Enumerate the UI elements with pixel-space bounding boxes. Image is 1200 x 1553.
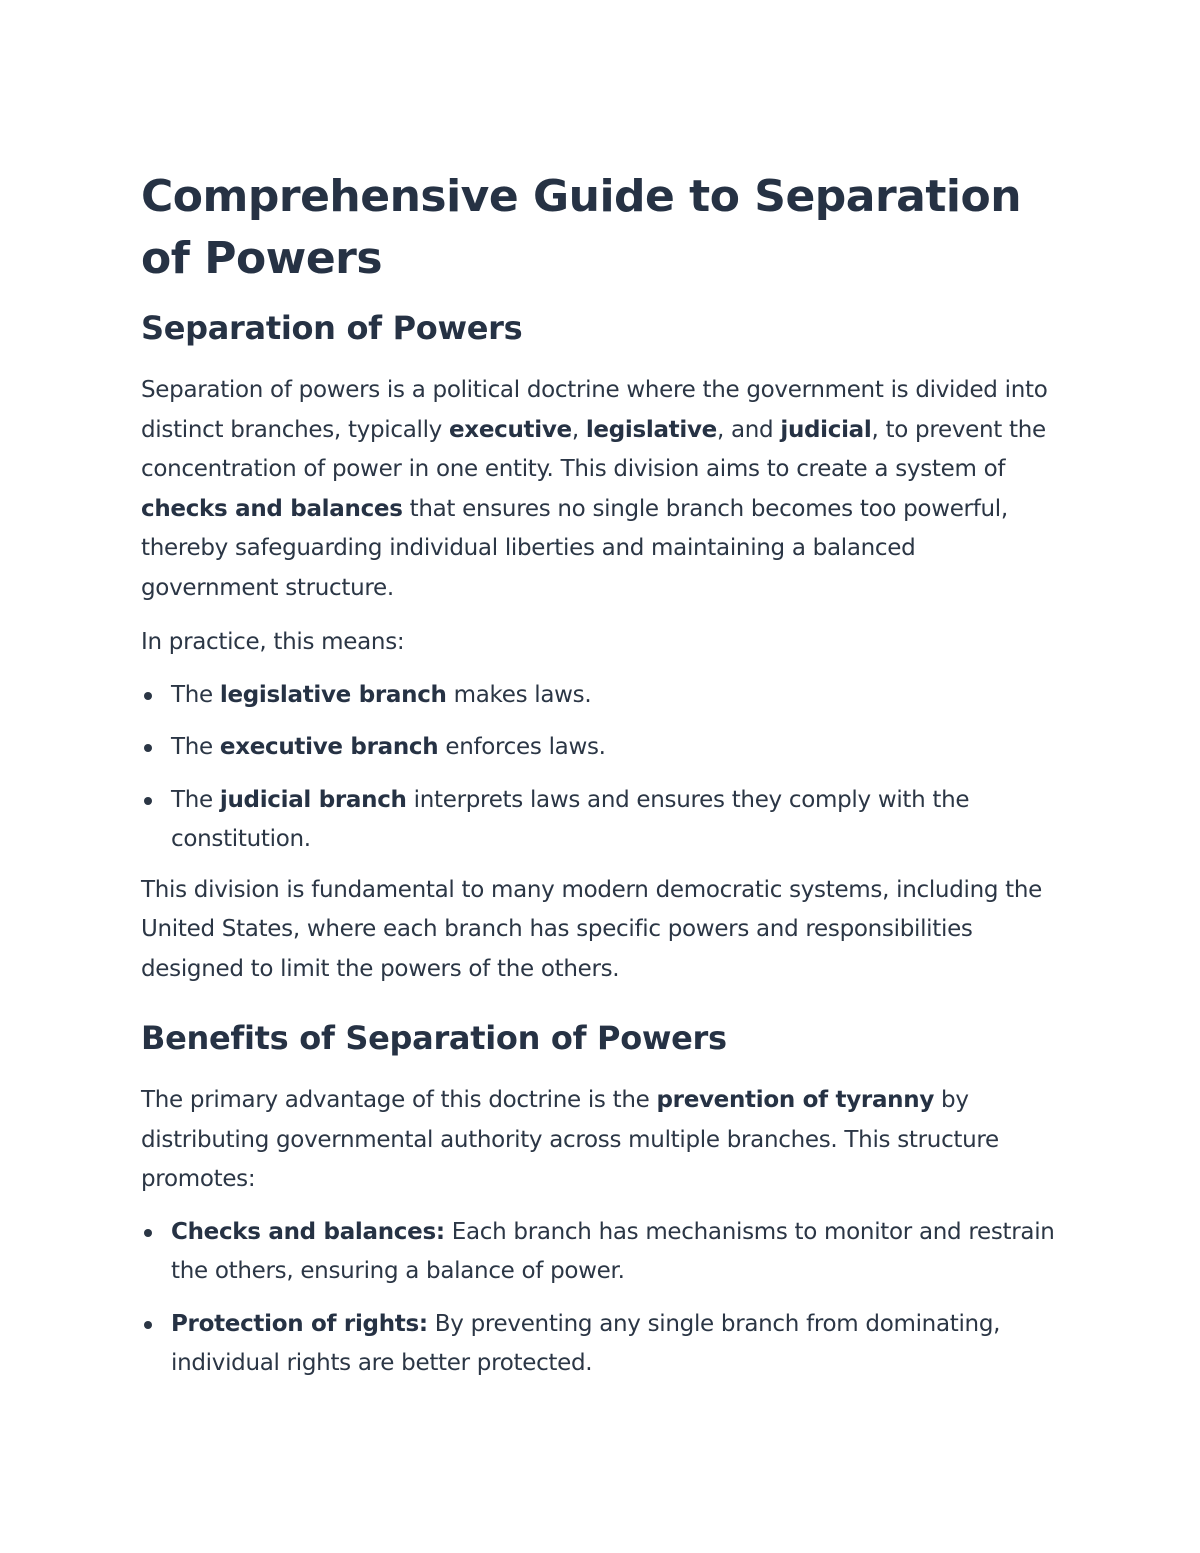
intro-paragraph: Separation of powers is a political doctrine where the government is divided into distinct branches, typically executive, legislative, and judicial, to prevent the concentration of power in one entity. This division aims to create a system of checks and balances that ensures no single branch becomes too powerful, thereby safeguarding individual liberties and maintaining a balanced government structure. bbox=[141, 377, 1048, 601]
list-item: The legislative branch makes laws. bbox=[141, 676, 1056, 716]
practice-paragraph: In practice, this means: bbox=[141, 629, 405, 655]
section-heading-separation: Separation of Powers bbox=[141, 309, 523, 347]
division-paragraph: This division is fundamental to many modern democratic systems, including the United States, where each branch has specific powers and responsibilities designed to limit the powers of the others. bbox=[141, 876, 1043, 982]
section-heading-benefits: Benefits of Separation of Powers bbox=[141, 1019, 727, 1057]
list-item: Protection of rights: By preventing any single branch from dominating, individual rights are better protected. bbox=[141, 1305, 1056, 1384]
list-item: The judicial branch interprets laws and ensures they comply with the constitution. bbox=[141, 781, 1056, 860]
term-judicial: judicial bbox=[780, 416, 872, 443]
page-title: Comprehensive Guide to Separation of Powers bbox=[141, 171, 1022, 284]
bullet-icon bbox=[144, 797, 152, 805]
bullet-icon bbox=[144, 1229, 152, 1237]
list-item: Checks and balances: Each branch has mechanisms to monitor and restrain the others, ensuring a balance of power. bbox=[141, 1213, 1056, 1292]
term-prevention-of-tyranny: prevention of tyranny bbox=[656, 1087, 935, 1113]
benefits-paragraph: The primary advantage of this doctrine is the prevention of tyranny by distributing governmental authority across multiple branches. This structure promotes: bbox=[141, 1087, 999, 1192]
bullet-icon bbox=[144, 744, 152, 752]
bullet-icon bbox=[144, 692, 152, 700]
term-legislative: legislative bbox=[585, 416, 717, 443]
term-executive: executive bbox=[449, 416, 572, 443]
document-page bbox=[141, 166, 1056, 1384]
list-item: The executive branch enforces laws. bbox=[141, 728, 1056, 768]
benefits-list bbox=[141, 1213, 1056, 1384]
branches-list bbox=[141, 676, 1056, 860]
bullet-icon bbox=[144, 1321, 152, 1329]
term-checks-and-balances: checks and balances bbox=[141, 495, 403, 522]
